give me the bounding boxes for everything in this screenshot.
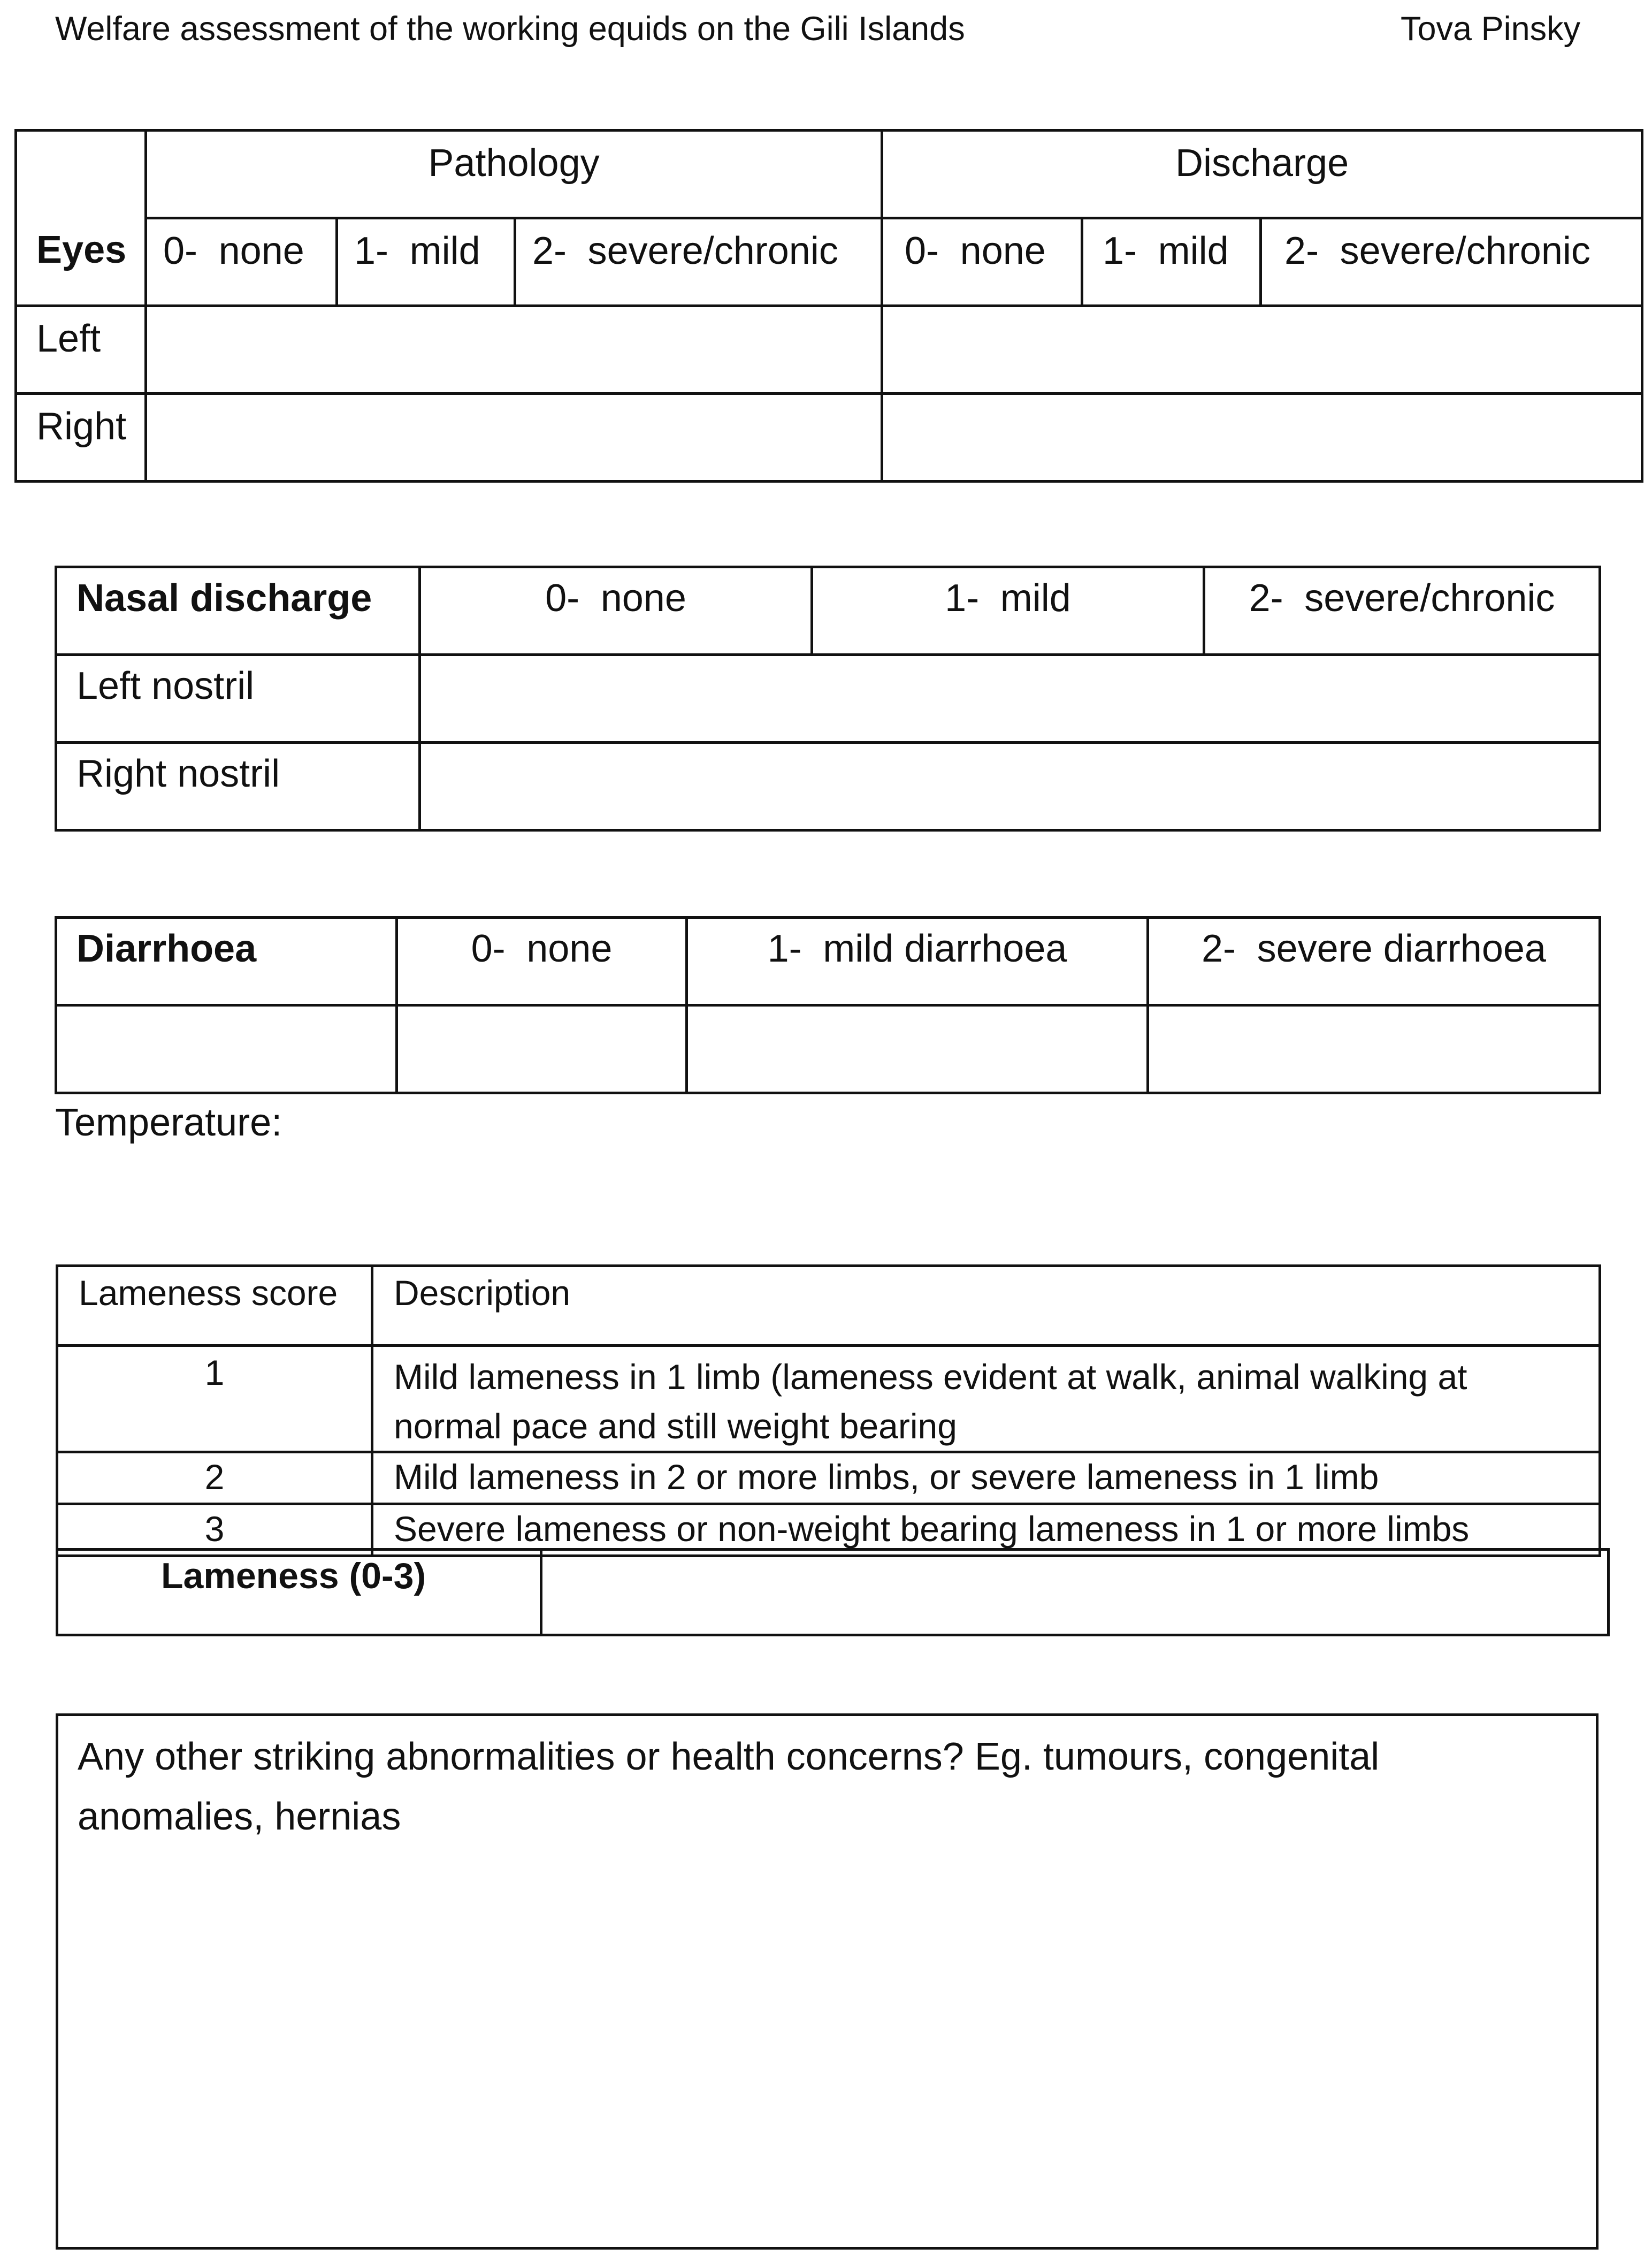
lameness-description-3: Severe lameness or non-weight bearing lameness in 1 or more limbs	[372, 1504, 1600, 1556]
eyes-table	[14, 129, 1643, 483]
lameness-score-table	[56, 1264, 1601, 1557]
right-nostril-label: Right nostril	[56, 743, 420, 830]
eyes-right-discharge-cell[interactable]	[882, 394, 1642, 482]
eyes-row-right-label: Right	[16, 394, 146, 482]
discharge-score-mild: 1- mild	[1082, 218, 1261, 306]
diarrhoea-table	[55, 916, 1601, 1094]
diarrhoea-entry-cell[interactable]	[56, 1005, 397, 1093]
nasal-score-none: 0- none	[420, 567, 812, 655]
lameness-score-1: 1	[57, 1346, 372, 1452]
diarrhoea-label: Diarrhoea	[56, 918, 397, 1005]
nasal-score-severe: 2- severe/chronic	[1204, 567, 1600, 655]
diarrhoea-mild-entry-cell[interactable]	[687, 1005, 1148, 1093]
document-title: Welfare assessment of the working equids on the Gili Islands	[55, 10, 965, 48]
eyes-left-pathology-cell[interactable]	[146, 306, 882, 394]
lameness-description-col-header: Description	[372, 1266, 1600, 1346]
nasal-discharge-table	[55, 566, 1601, 832]
right-nostril-entry-cell[interactable]	[420, 743, 1600, 830]
lameness-description-2: Mild lameness in 2 or more limbs, or severe lameness in 1 limb	[372, 1452, 1600, 1504]
discharge-score-severe: 2- severe/chronic	[1261, 218, 1642, 306]
eyes-left-discharge-cell[interactable]	[882, 306, 1642, 394]
nasal-score-mild: 1- mild	[812, 567, 1204, 655]
lameness-score-2: 2	[57, 1452, 372, 1504]
nasal-discharge-label: Nasal discharge	[56, 567, 420, 655]
lameness-total-label: Lameness (0-3)	[57, 1550, 541, 1635]
document-author: Tova Pinsky	[1401, 10, 1581, 48]
eyes-corner-cell	[16, 131, 146, 218]
lameness-total-entry-cell[interactable]	[541, 1550, 1609, 1635]
pathology-score-none: 0- none	[146, 218, 337, 306]
diarrhoea-severe-entry-cell[interactable]	[1148, 1005, 1600, 1093]
pathology-score-severe: 2- severe/chronic	[515, 218, 882, 306]
diarrhoea-score-none: 0- none	[397, 918, 687, 1005]
lameness-description-1: Mild lameness in 1 limb (lameness evident at walk, animal walking at normal pace and still weight bearing	[372, 1346, 1600, 1452]
lameness-total-table	[56, 1548, 1610, 1636]
other-concerns-box[interactable]	[56, 1713, 1599, 2250]
pathology-score-mild: 1- mild	[337, 218, 515, 306]
eyes-row-label: Eyes	[16, 218, 146, 306]
left-nostril-label: Left nostril	[56, 655, 420, 743]
left-nostril-entry-cell[interactable]	[420, 655, 1600, 743]
diarrhoea-score-mild: 1- mild diarrhoea	[687, 918, 1148, 1005]
pathology-group-header: Pathology	[146, 131, 882, 218]
eyes-row-left-label: Left	[16, 306, 146, 394]
diarrhoea-score-severe: 2- severe diarrhoea	[1148, 918, 1600, 1005]
discharge-group-header: Discharge	[882, 131, 1642, 218]
diarrhoea-none-entry-cell[interactable]	[397, 1005, 687, 1093]
other-concerns-prompt: Any other striking abnormalities or health concerns? Eg. tumours, congenital anomalies, hernias	[78, 1735, 1380, 1838]
lameness-score-3: 3	[57, 1504, 372, 1556]
discharge-score-none: 0- none	[882, 218, 1082, 306]
lameness-score-col-header: Lameness score	[57, 1266, 372, 1346]
temperature-label: Temperature:	[55, 1101, 282, 1144]
eyes-right-pathology-cell[interactable]	[146, 394, 882, 482]
